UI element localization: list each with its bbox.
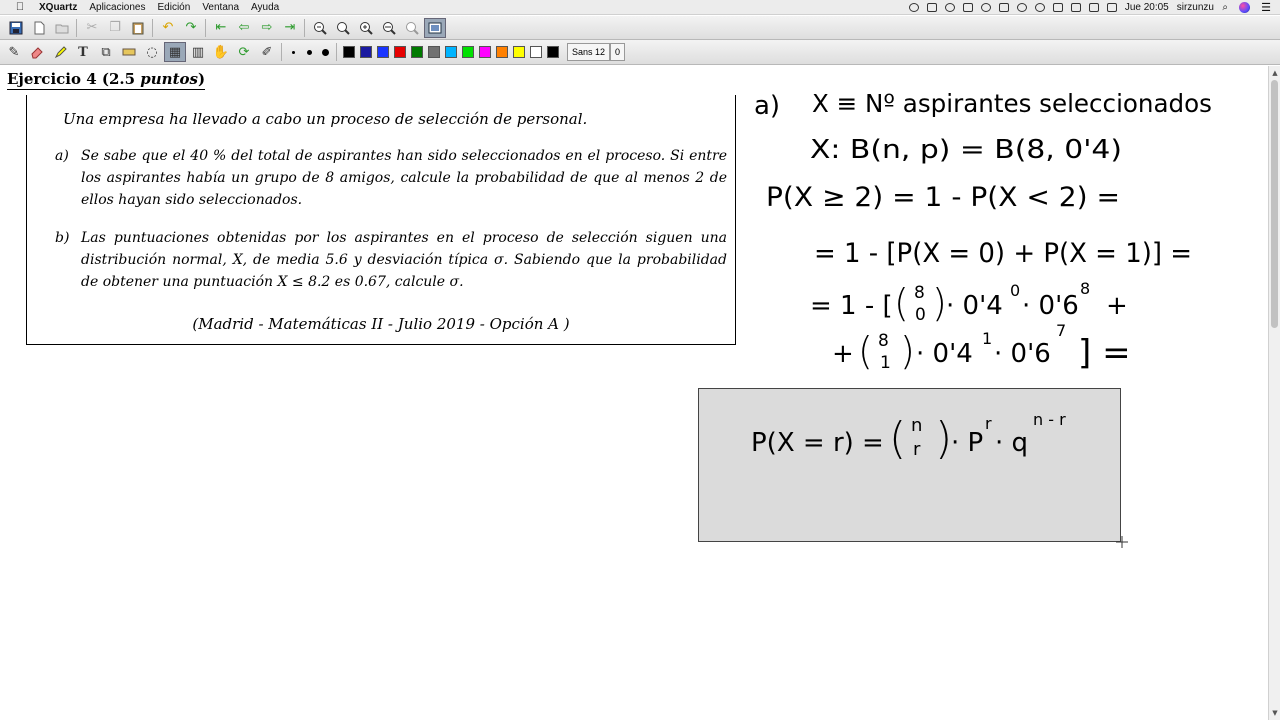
hw-line-5-base1: · 0'4 — [946, 291, 1003, 321]
status-area — [909, 0, 1214, 15]
clock[interactable]: Jue 20:05 — [1124, 2, 1169, 13]
hw-line-6-paren-l: ( — [858, 329, 873, 373]
menu-aplicaciones[interactable]: Aplicaciones — [89, 1, 146, 13]
thickness-fine-icon[interactable] — [285, 42, 301, 62]
formula-binom-bottom: r — [913, 439, 921, 460]
hw-line-5-start: = 1 - [ — [810, 291, 893, 321]
part-a-text: Se sabe que el 40 % del total de aspirantes han sido seleccionados en el proceso. Si entre los aspirantes había un grupo de 8 amigos, calcule la probabilidad de que al menos 2 de ellos hayan sido seleccionados. — [81, 148, 727, 208]
part-b-label: b) — [55, 230, 70, 246]
apple-menu-icon[interactable] — [13, 1, 27, 13]
hw-line-6-binom-top: 8 — [878, 331, 889, 351]
color-swatch-blue[interactable] — [377, 46, 389, 58]
ruler-tool-icon[interactable] — [118, 42, 140, 62]
copy-icon[interactable]: ❐ — [109, 20, 121, 35]
hw-line-6-start: + — [832, 339, 854, 369]
hw-line-6-base1: · 0'4 — [916, 339, 973, 369]
hw-line-5-paren-l: ( — [894, 281, 909, 325]
first-page-icon[interactable]: ⇤ — [215, 20, 227, 35]
spotlight-search-icon[interactable]: ⌕ — [1222, 1, 1228, 13]
vertical-scrollbar[interactable] — [1268, 66, 1280, 720]
vertical-space-icon[interactable]: ▥ — [191, 44, 205, 60]
hw-line-6-exp1: 1 — [982, 329, 993, 348]
hw-line-5-binom-bottom: 0 — [915, 305, 926, 325]
zoom-out-icon[interactable] — [309, 18, 331, 38]
default-pen-icon[interactable]: ⟳ — [238, 44, 250, 60]
display-status-icon[interactable] — [999, 3, 1009, 12]
color-swatch-black[interactable] — [343, 46, 355, 58]
exercise-intro: Una empresa ha llevado a cabo un proceso de selección de personal. — [63, 110, 588, 128]
volume-icon[interactable] — [1089, 3, 1099, 12]
dropbox-status-icon[interactable] — [927, 3, 937, 12]
highlighter-tool-icon[interactable] — [49, 42, 71, 62]
color-swatch-red[interactable] — [394, 46, 406, 58]
hw-line-1: X ≡ Nº aspirantes seleccionados — [812, 89, 1212, 118]
mail-status-icon[interactable] — [963, 3, 973, 12]
formula-q-exp: n - r — [1033, 410, 1066, 429]
formula-selection-box[interactable] — [698, 388, 1121, 542]
color-swatch-light-blue[interactable] — [445, 46, 457, 58]
color-swatch-yellow[interactable] — [513, 46, 525, 58]
default-tool-icon[interactable]: ✐ — [261, 44, 273, 60]
font-selector[interactable]: Sans 12 — [567, 43, 610, 61]
menu-ayuda[interactable]: Ayuda — [251, 1, 280, 13]
formula-binom-paren-right: ) — [935, 413, 953, 464]
airplay-icon[interactable] — [1071, 3, 1081, 12]
hw-line-5-exp1: 0 — [1010, 281, 1021, 300]
hw-line-2: X: B(n, p) = B(8, 0'4) — [810, 135, 1122, 165]
keyboard-flag-icon[interactable] — [1107, 3, 1117, 12]
zoom-fit-icon[interactable] — [401, 18, 423, 38]
wifi-icon[interactable] — [1053, 3, 1063, 12]
hw-line-5-end: + — [1106, 291, 1128, 321]
zoom-width-icon[interactable] — [378, 18, 400, 38]
hand-tool-icon[interactable]: ✋ — [212, 44, 230, 60]
hw-line-6-paren-r: ) — [900, 329, 915, 373]
thickness-medium-icon[interactable] — [301, 42, 317, 62]
hw-line-6-end: ] = — [1078, 333, 1131, 373]
tools-toolbar — [0, 40, 1280, 65]
hw-line-6-base2: · 0'6 — [994, 339, 1051, 369]
cut-icon[interactable]: ✂ — [86, 20, 98, 35]
formula-q: · q — [995, 428, 1029, 458]
hw-line-6-exp2: 7 — [1056, 321, 1067, 340]
exercise-box — [26, 95, 736, 345]
scroll-up-arrow-icon[interactable]: ▲ — [1272, 69, 1278, 77]
color-swatch-current[interactable] — [547, 46, 559, 58]
font-size-field[interactable]: 0 — [610, 43, 625, 61]
exercise-source: (Madrid - Matemáticas II - Julio 2019 - Opción A ) — [192, 315, 570, 333]
formula-binom-top: n — [911, 415, 923, 436]
color-swatch-light-green[interactable] — [462, 46, 474, 58]
record-status-icon[interactable] — [909, 3, 919, 12]
paste-icon[interactable] — [127, 18, 149, 38]
thickness-thick-icon[interactable] — [317, 42, 333, 62]
hw-line-5-paren-r: ) — [932, 281, 947, 325]
hw-line-5-base2: · 0'6 — [1022, 291, 1079, 321]
formula-left: P(X = r) = — [751, 428, 884, 458]
hw-line-5-binom-top: 8 — [914, 283, 925, 303]
fullscreen-icon[interactable] — [424, 18, 446, 38]
scroll-down-arrow-icon[interactable]: ▼ — [1272, 709, 1278, 717]
prev-page-icon[interactable]: ⇦ — [238, 20, 250, 35]
exercise-title: Ejercicio 4 (2.5 puntos) — [7, 70, 206, 88]
crosshair-cursor-icon — [1116, 536, 1128, 548]
undo-icon[interactable]: ↶ — [162, 20, 174, 35]
user-name[interactable]: sirzunzu — [1176, 2, 1214, 13]
scroll-thumb[interactable] — [1271, 80, 1278, 328]
formula-p-exp: r — [985, 414, 992, 433]
color-swatch-dark-blue[interactable] — [360, 46, 372, 58]
save-icon[interactable] — [5, 18, 27, 38]
bluetooth-icon[interactable] — [1035, 3, 1045, 12]
pen-tool-icon[interactable]: ✎ — [8, 44, 20, 60]
color-swatch-gray[interactable] — [428, 46, 440, 58]
part-a-label: a) — [55, 148, 69, 164]
shape-recognizer-icon[interactable]: ⧉ — [101, 44, 111, 60]
time-machine-icon[interactable] — [1017, 3, 1027, 12]
color-swatch-orange[interactable] — [496, 46, 508, 58]
formula-binom-paren-left: ( — [889, 413, 907, 464]
siri-icon[interactable] — [1239, 2, 1250, 13]
menu-app-xquartz[interactable]: XQuartz — [39, 1, 78, 13]
formula-p: · P — [951, 428, 984, 458]
color-swatch-green[interactable] — [411, 46, 423, 58]
eraser-tool-icon[interactable] — [26, 42, 48, 62]
handwritten-solution — [740, 70, 1260, 390]
menu-ventana[interactable]: Ventana — [202, 1, 240, 13]
last-page-icon[interactable]: ⇥ — [284, 20, 296, 35]
exercise-part-a — [55, 145, 727, 211]
hw-line-6-binom-bottom: 1 — [880, 353, 891, 373]
creative-cloud-icon[interactable] — [981, 3, 991, 12]
new-page-icon[interactable] — [28, 18, 50, 38]
menu-edicion[interactable]: Edición — [157, 1, 191, 13]
color-swatch-white[interactable] — [530, 46, 542, 58]
hw-part-a-label: a) — [754, 91, 781, 121]
main-toolbar — [0, 16, 1280, 40]
zoom-normal-icon[interactable] — [332, 18, 354, 38]
open-folder-icon[interactable] — [51, 18, 73, 38]
hw-line-5-exp2: 8 — [1080, 279, 1091, 298]
text-tool-icon[interactable]: T — [78, 44, 88, 60]
rect-select-icon[interactable]: ▦ — [164, 42, 186, 62]
hw-line-3: P(X ≥ 2) = 1 - P(X < 2) = — [766, 182, 1120, 213]
exercise-part-b — [55, 227, 727, 293]
menu-bar — [0, 0, 1280, 15]
next-page-icon[interactable]: ⇨ — [261, 20, 273, 35]
notification-center-icon[interactable]: ☰ — [1261, 1, 1271, 14]
lasso-select-icon[interactable]: ◌ — [146, 44, 158, 60]
hw-line-4: = 1 - [P(X = 0) + P(X = 1)] = — [814, 238, 1192, 269]
cloud-status-icon[interactable] — [945, 3, 955, 12]
color-swatch-magenta[interactable] — [479, 46, 491, 58]
zoom-in-icon[interactable] — [355, 18, 377, 38]
redo-icon[interactable]: ↷ — [185, 20, 197, 35]
part-b-text: Las puntuaciones obtenidas por los aspirantes en el proceso de selección siguen una distribución normal, X, de media 5.6 y desviación típica σ. Sabiendo que la probabilidad de obtener una puntuación X ≤ 8.2 es 0.67, calcule σ. — [81, 230, 727, 290]
